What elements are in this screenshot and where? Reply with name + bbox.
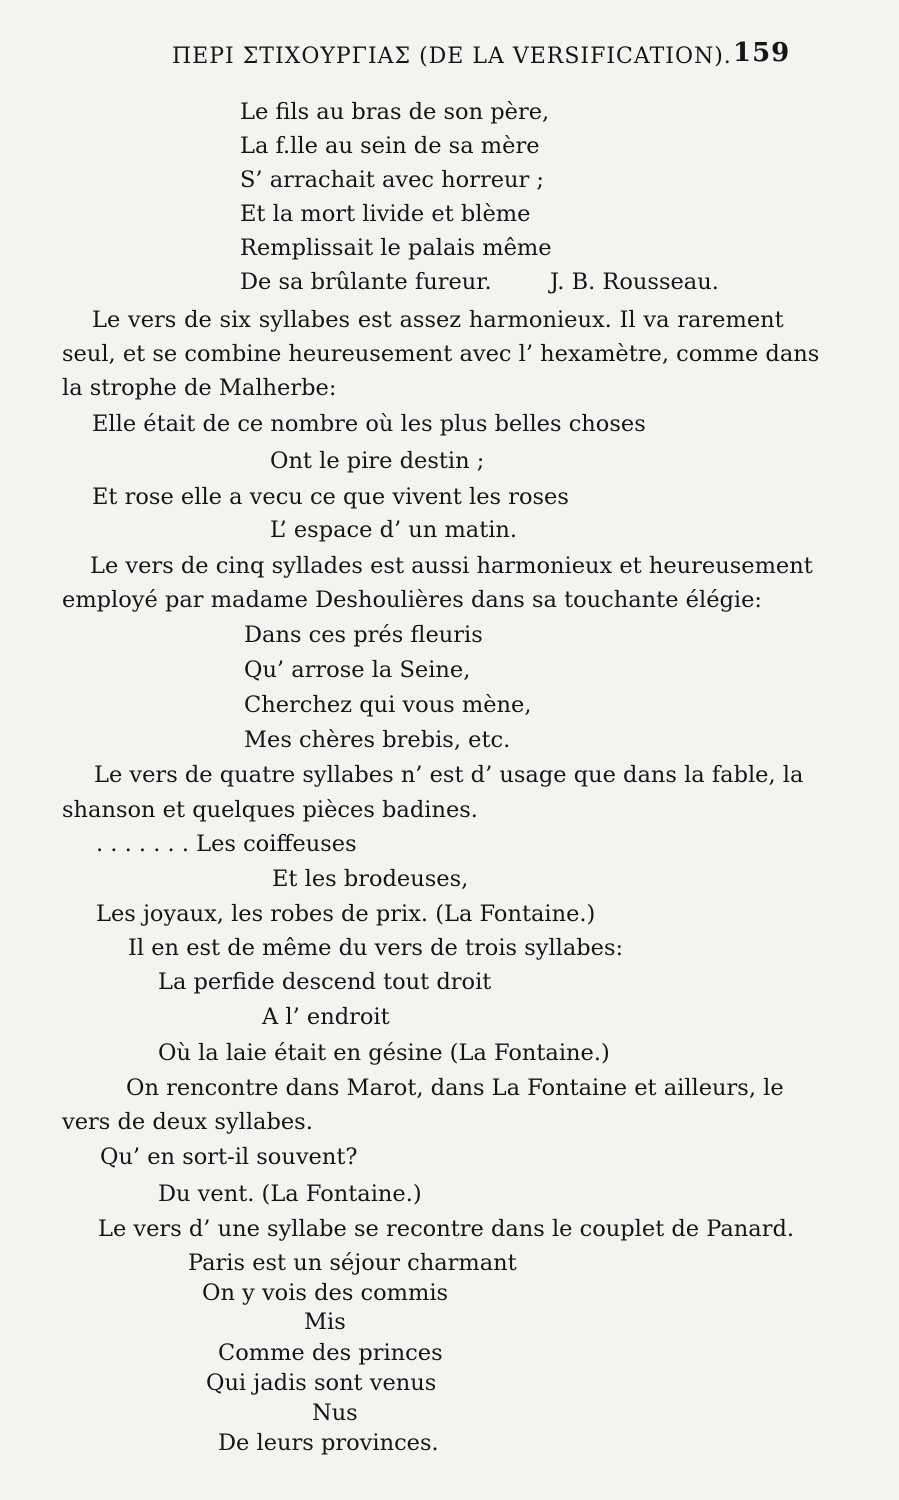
verse-line: Et la mort livide et blème: [240, 201, 531, 227]
verse-line: Et rose elle a vecu ce que vivent les roses: [92, 484, 569, 510]
verse-line: Qui jadis sont venus: [206, 1370, 437, 1396]
verse-line: S’ arrachait avec horreur ;: [240, 167, 544, 193]
verse-line: La perfide descend tout droit: [158, 969, 492, 995]
verse-line: Ont le pire destin ;: [270, 448, 485, 474]
verse-line: Et les brodeuses,: [272, 866, 469, 892]
verse-line: De leurs provinces.: [218, 1430, 439, 1456]
verse-line: La f.lle au sein de sa mère: [240, 133, 540, 159]
prose-line: On rencontre dans Marot, dans La Fontaine et ailleurs, le: [126, 1075, 784, 1101]
verse-line: Du vent. (La Fontaine.): [158, 1181, 422, 1207]
verse-line: Paris est un séjour charmant: [188, 1250, 517, 1276]
running-title: ΠΕΡΙ ΣΤΙΧΟΥΡΓΙΑΣ (DE LA VERSIFICATION).: [172, 44, 732, 69]
prose-line: la strophe de Malherbe:: [62, 375, 337, 401]
verse-line: Les joyaux, les robes de prix. (La Fontaine.): [96, 901, 596, 927]
verse-line: On y vois des commis: [202, 1280, 449, 1306]
prose-line: Le vers de six syllabes est assez harmonieux. Il va rarement: [92, 307, 784, 333]
verse-line: A l’ endroit: [262, 1004, 390, 1030]
verse-line: Qu’ arrose la Seine,: [244, 657, 471, 683]
verse-line: Remplissait le palais même: [240, 235, 552, 261]
verse-line: De sa brûlante fureur.: [240, 269, 492, 295]
page-number: 159: [733, 38, 791, 68]
verse-line: Elle était de ce nombre où les plus belles choses: [92, 411, 646, 437]
verse-line: Comme des princes: [218, 1340, 443, 1366]
verse-line: Qu’ en sort-il souvent?: [100, 1144, 358, 1170]
prose-line: employé par madame Deshoulières dans sa touchante élégie:: [62, 587, 763, 613]
prose-line: Le vers d’ une syllabe se recontre dans le couplet de Panard.: [98, 1216, 795, 1242]
verse-line: Cherchez qui vous mène,: [244, 692, 532, 718]
attribution: J. B. Rousseau.: [550, 269, 719, 295]
verse-line: . . . . . . . Les coiffeuses: [96, 831, 357, 857]
prose-line: vers de deux syllabes.: [62, 1109, 313, 1135]
prose-line: Il en est de même du vers de trois syllabes:: [128, 935, 624, 961]
verse-line: L’ espace d’ un matin.: [270, 517, 518, 543]
verse-line: Mes chères brebis, etc.: [244, 727, 511, 753]
prose-line: Le vers de quatre syllabes n’ est d’ usage que dans la fable, la: [94, 762, 804, 788]
prose-line: shanson et quelques pièces badines.: [62, 797, 478, 823]
prose-line: Le vers de cinq syllades est aussi harmonieux et heureusement: [90, 553, 813, 579]
verse-line: Dans ces prés fleuris: [244, 622, 483, 648]
verse-line: Le fils au bras de son père,: [240, 99, 550, 125]
verse-line: Nus: [312, 1400, 358, 1426]
verse-line: Mis: [304, 1309, 346, 1335]
prose-line: seul, et se combine heureusement avec l’ hexamètre, comme dans: [62, 341, 820, 367]
verse-line: Où la laie était en gésine (La Fontaine.): [158, 1040, 610, 1066]
